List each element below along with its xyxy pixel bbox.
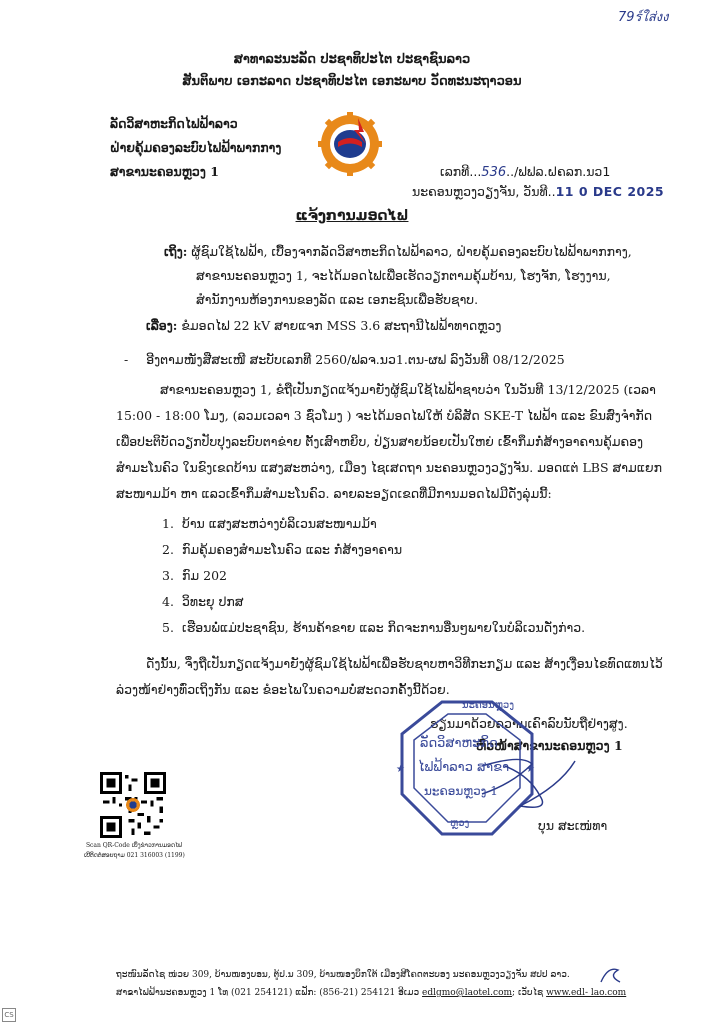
- body-line-5: ສະໜາມມ້າ ຫາ ແລວເຂົ້າກຶມສຳມະໂນຄົວ. ລາຍລະອຽດເຂດທີ່ມີການມອດໄຟມີດັ່ງລຸ່ມນີ້:: [116, 486, 552, 501]
- closing-line-1: ດັ່ງນັ້ນ, ຈຶ່ງຖືເປັນກຽດແຈ້ງມາຍັງຜູ້ຊົມໃຊ້ໄຟຟ້າເພື່ອຮັບຊາບຫາວິທີກະກຽມ ແລະ ສ້າງເງື່ອນໄຂທົດແທນໄວ້: [146, 656, 663, 671]
- footer-email-link[interactable]: edlgmo@laotel.com: [422, 988, 513, 998]
- qr-caption-2: ເບີຕິດຕໍ່ສອບຖາມ 021 316003 (1199): [84, 852, 185, 859]
- edl-logo: [318, 112, 382, 176]
- footer-website-link[interactable]: www.edl- lao.com: [546, 988, 627, 998]
- reference-bullet: -: [124, 352, 129, 367]
- scanner-mark: CS: [2, 1008, 16, 1022]
- date-stamp: 11 0 DEC 2025: [555, 184, 665, 199]
- footer-contacts: [116, 988, 626, 998]
- stamp-line2: ໄຟຟ້າລາວ ສາຂາ: [418, 760, 510, 775]
- body-line-1: ສາຂານະຄອນຫຼວງ 1, ຂໍຖືເປັນກຽດແຈ້ງມາຍັງຜູ້ຊົມໃຊ້ໄຟຟ້າຊາບວ່າ ໃນວັນທີ 13/12/2025 (ເວລາ: [160, 382, 656, 397]
- to-text-1: ຜູ້ຊົມໃຊ້ໄຟຟ້າ, ເບື້ອງຈາກລັດວິສາຫະກິດໄຟຟ້າລາວ, ຝ່າຍຄຸ້ມຄອງລະບົບໄຟຟ້າພາກກາງ,: [191, 244, 632, 259]
- to-text-3: ສຳນັກງານຫ້ອງການຂອງລັດ ແລະ ເອກະຊົນເພື່ອຮັບຊາບ.: [196, 292, 479, 307]
- subject-line: [146, 318, 501, 333]
- org-line3: ສາຂານະຄອນຫຼວງ 1: [110, 164, 219, 179]
- footer-address: ຖະໜົນລັດໄຊ ໜ່ວຍ 309, ບ້ານໜອງບອນ, ຕູ້ປ.ນ 309, ບ້ານໜອງບຶກໃຕ້ ເມືອງສີໂຄດຕະບອງ ນະຄອນຫຼວງວຽງຈັນ ສປປ ລາວ.: [116, 970, 570, 980]
- closing-line-2: ລ່ວງໜ້າຢ່າງທົ່ວເຖິງກັນ ແລະ ຂໍອະໄພໃນຄວາມບໍ່ສະດວກຄັ້ງນີ້ດ້ວຍ.: [116, 682, 450, 697]
- signoff-line2: ຫົວໜ້າສາຂານະຄອນຫຼວງ 1: [476, 738, 623, 753]
- stamp-ring-top: ນະຄອນຫຼວງ: [462, 700, 515, 711]
- stamp-ring-bottom: ຫຼວງ: [450, 818, 470, 829]
- org-line2: ຝ່າຍຄຸ້ມຄອງລະບົບໄຟຟ້າພາກກາງ: [110, 140, 282, 155]
- list-item: 2. ກົມຄຸ້ມຄອງສຳມະໂນຄົວ ແລະ ກໍ່ສ້າງອາຄານ: [162, 542, 403, 557]
- stamp-line3: ນະຄອນຫຼວງ 1: [424, 784, 498, 798]
- body-line-4: ສຳມະໂນຄົວ ໃນຂົງເຂດບ້ານ ແສງສະຫວ່າງ, ເມືອງ ໄຊເສດຖາ ນະຄອນຫຼວງວຽງຈັນ. ມອດແຕ່ LBS ສາມແຍກ: [116, 460, 663, 475]
- qr-code[interactable]: [100, 772, 166, 838]
- list-item: 3. ກົມ 202: [162, 568, 227, 583]
- to-text-2: ສາຂານະຄອນຫຼວງ 1, ຈະໄດ້ມອດໄຟເພື່ອເຮັດວຽກຕາມຄຸ້ມບ້ານ, ໂຮງຈັກ, ໂຮງງານ,: [196, 268, 611, 283]
- document-title: ແຈ້ງການມອດໄຟ: [295, 208, 409, 224]
- qr-caption-1: Scan QR-Code ເບິ່ງຂ່າວການມອດໄຟ: [85, 842, 183, 849]
- initial-scribble: [598, 964, 624, 986]
- signoff-line1: ຮຽນມາດ້ວຍຄວາມເຄົາລົບນັບຖືຢ່າງສູງ.: [430, 716, 628, 731]
- reference-line: [124, 352, 565, 367]
- ref-number-prefix: ເລກທີ...: [440, 164, 482, 179]
- signature-name: ບຸນ ສະເໜ່ທາ: [538, 818, 608, 833]
- corner-handwriting: 79ร์ใส่งง: [618, 10, 669, 25]
- org-line1: ລັດວິສາຫະກິດໄຟຟ້າລາວ: [110, 116, 238, 131]
- to-line1: [164, 244, 632, 259]
- footer-website-label: ; ເວັບໄຊ: [512, 988, 547, 998]
- national-header-line1: ສາທາລະນະລັດ ປະຊາທິປະໄຕ ປະຊາຊົນລາວ: [233, 52, 471, 67]
- body-line-3: ເພື່ອປະຕິບັດວຽກປັບປຸງລະບົບຕາຂ່າຍ ຕັ້ງເສົາຫຍິບ, ປ່ຽນສາຍນ້ອຍເປັນໃຫຍ່ ເຂົ້າກຶມກໍ່ສ້າງອາຄານຄຸ້ມຄອງ: [116, 434, 644, 449]
- svg-text:★: ★: [396, 764, 405, 775]
- to-label: ເຖິງ:: [164, 244, 188, 259]
- subject-label: ເລື່ອງ:: [146, 318, 178, 333]
- ref-number-handwritten: 536: [481, 165, 507, 180]
- svg-text:★: ★: [526, 764, 535, 775]
- place-date-line: [412, 184, 664, 199]
- list-item: 1. ບ້ານ ແສງສະຫວ່າງບໍລິເວນສະໜາມມ້າ: [162, 516, 377, 531]
- list-item: 4. ວິທະຍຸ ປກສ: [162, 594, 244, 609]
- subject-text: ຂໍມອດໄຟ 22 kV ສາຍແຈກ MSS 3.6 ສະຖານີໄຟຟ້າທາດຫຼວງ: [181, 318, 502, 333]
- list-item: 5. ເຮືອນພໍ່ແມ່ປະຊາຊົນ, ຮ້ານຄ້າຂາຍ ແລະ ກິດຈະການອື່ນໆພາຍໃນບໍລິເວນດັ່ງກ່າວ.: [162, 620, 586, 635]
- footer-phone-fax: ສາຂາໄຟຟ້ານະຄອນຫຼວງ 1 ໂທ (021 254121) ແຟັກ: (856-21) 254121 ອີເມວ: [116, 988, 423, 998]
- place-date-prefix: ນະຄອນຫຼວງວຽງຈັນ, ວັນທີ..: [412, 184, 556, 199]
- ref-number-suffix: ../ຟຟລ.ຝຄລກ.ນວ1: [506, 164, 611, 179]
- signature-scribble: [500, 756, 580, 816]
- body-line-2: 15:00 - 18:00 ໂມງ, (ລວມເວລາ 3 ຊົ່ວໂມງ ) ຈະໄດ້ມອດໄຟໃຫ້ ບໍລິສັດ SKE-T ໄຟຟ້າ ແລະ ຂົນສົ່ງຈຳກັດ: [116, 408, 653, 423]
- stamp-line1: ລັດວິສາຫະກິດ: [420, 736, 498, 751]
- reference-text: ອີງຕາມໜັງສືສະເໜີ ສະບັບເລກທີ 2560/ຟລຈ.ນວ1.ຕນ-ຜຟ ລົງວັນທີ 08/12/2025: [146, 352, 565, 367]
- ref-number-line: [440, 164, 610, 180]
- national-header-line2: ສັນຕິພາບ ເອກະລາດ ປະຊາທິປະໄຕ ເອກະພາບ ວັດທະນະຖາວອນ: [182, 74, 522, 89]
